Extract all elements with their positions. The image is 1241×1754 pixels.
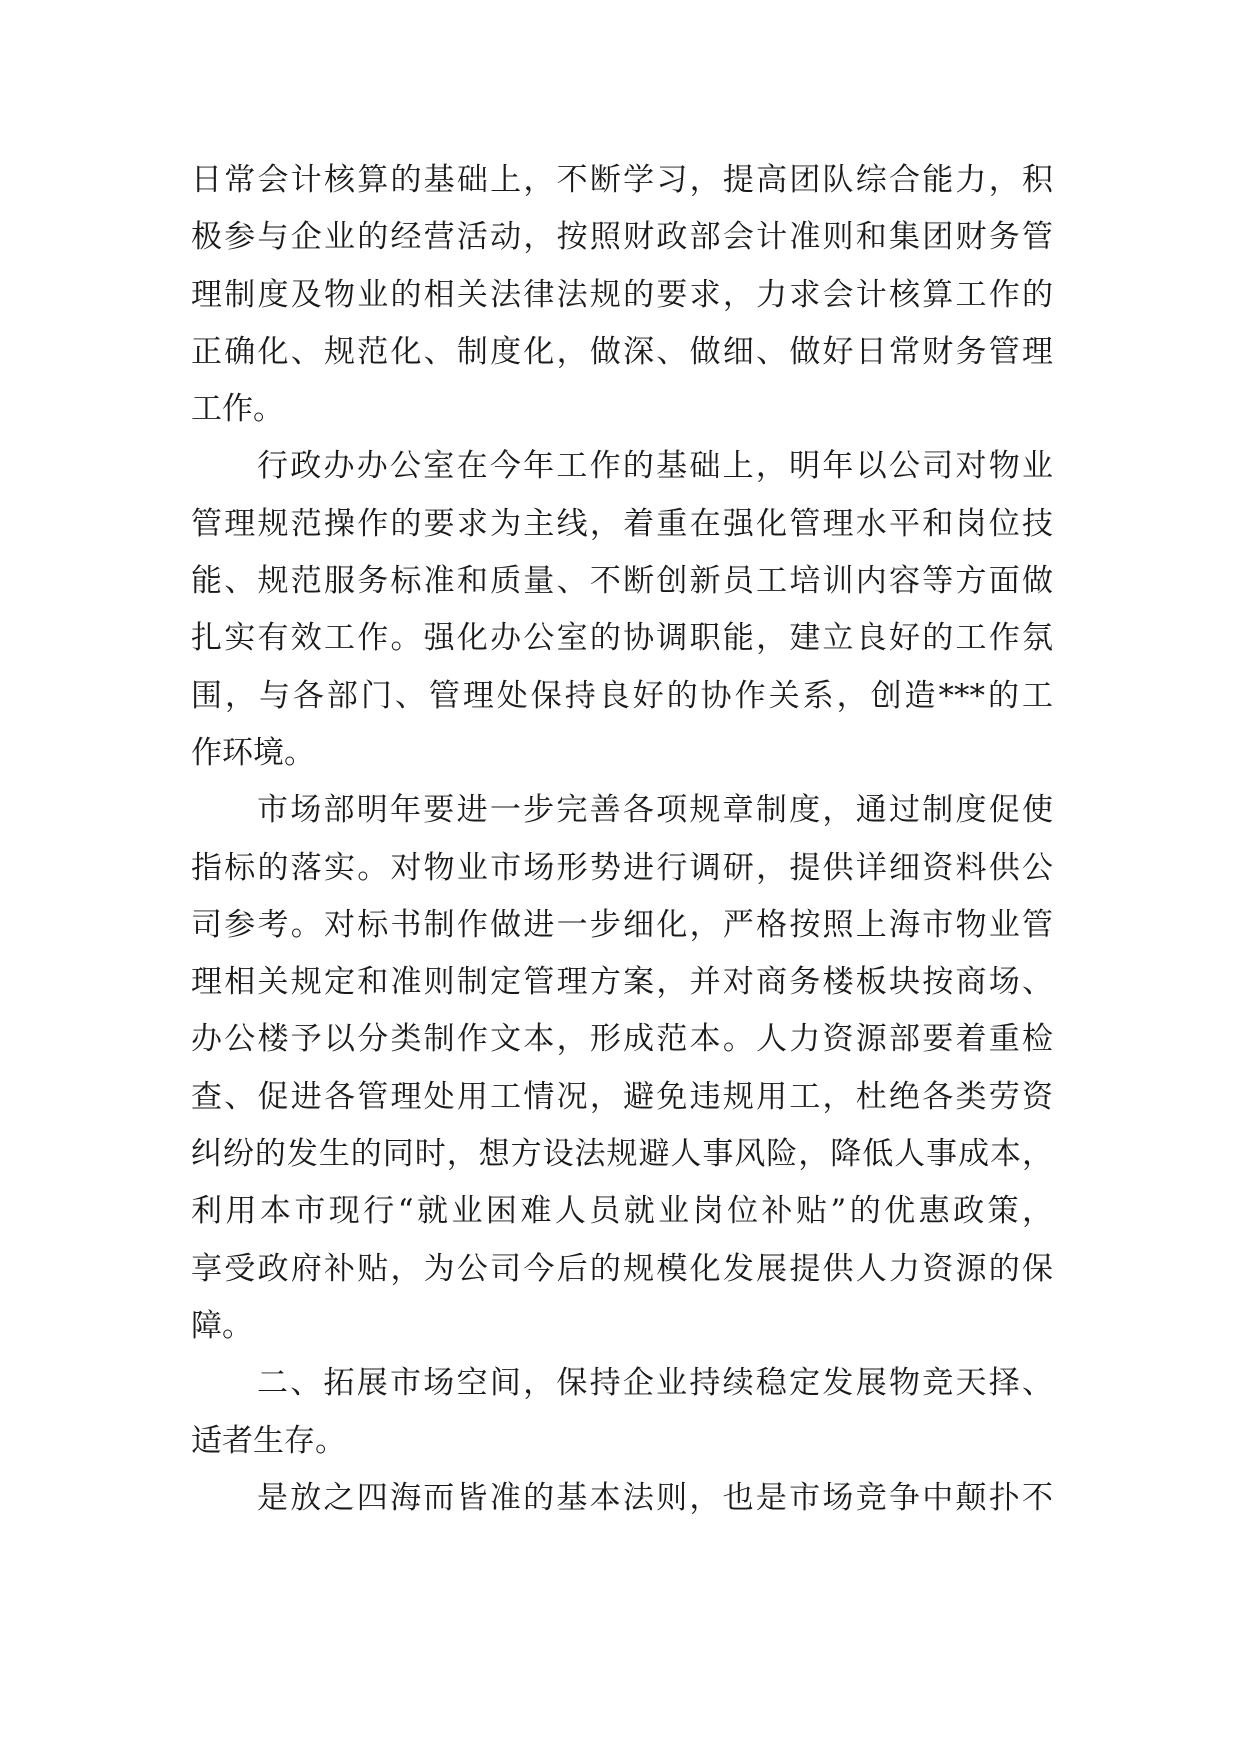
text-line: 扎实有效工作。强化办公室的协调职能，建立良好的工作氛 [191,620,1053,657]
text-line: 日常会计核算的基础上，不断学习，提高团队综合能力，积 [191,162,1053,198]
text-line: 理相关规定和准则制定管理方案，并对商务楼板块按商场、 [191,964,1053,1001]
text-line: 能、规范服务标准和质量、不断创新员工培训内容等方面做 [191,563,1053,600]
text-line: 司参考。对标书制作做进一步细化，严格按照上海市物业管 [191,906,1053,943]
paragraph [191,1470,1053,1527]
text-line: 围，与各部门、管理处保持良好的协作关系，创造***的工 [191,677,1053,714]
text-line: 作环境。 [191,734,315,771]
document-body [191,152,1053,1527]
text-line: 管理规范操作的要求为主线，着重在强化管理水平和岗位技 [191,505,1053,542]
text-line: 纠纷的发生的同时，想方设法规避人事风险，降低人事成本， [191,1136,1053,1173]
paragraph [191,438,1053,782]
text-line: 二、拓展市场空间，保持企业持续稳定发展物竞天择、 [257,1365,1053,1402]
text-line: 利用本市现行“就业困难人员就业岗位补贴”的优惠政策， [191,1193,1053,1230]
text-line: 适者生存。 [191,1422,346,1459]
text-line: 指标的落实。对物业市场形势进行调研，提供详细资料供公 [191,849,1053,886]
text-line: 市场部明年要进一步完善各项规章制度，通过制度促使 [257,792,1053,829]
text-line: 极参与企业的经营活动，按照财政部会计准则和集团财务管 [191,219,1053,256]
text-line: 办公楼予以分类制作文本，形成范本。人力资源部要着重检 [191,1021,1053,1058]
paragraph [191,1355,1053,1470]
text-line: 工作。 [191,391,284,428]
paragraph [191,782,1053,1355]
text-line: 是放之四海而皆准的基本法则，也是市场竞争中颠扑不 [257,1479,1053,1516]
text-line: 享受政府补贴，为公司今后的规模化发展提供人力资源的保 [191,1250,1053,1287]
text-line: 正确化、规范化、制度化，做深、做细、做好日常财务管理 [191,333,1053,370]
text-line: 行政办办公室在今年工作的基础上，明年以公司对物业 [257,448,1053,485]
text-line: 理制度及物业的相关法律法规的要求，力求会计核算工作的 [191,276,1053,313]
text-line: 障。 [191,1307,253,1344]
text-line: 查、促进各管理处用工情况，避免违规用工，杜绝各类劳资 [191,1078,1053,1115]
paragraph [191,152,1053,438]
